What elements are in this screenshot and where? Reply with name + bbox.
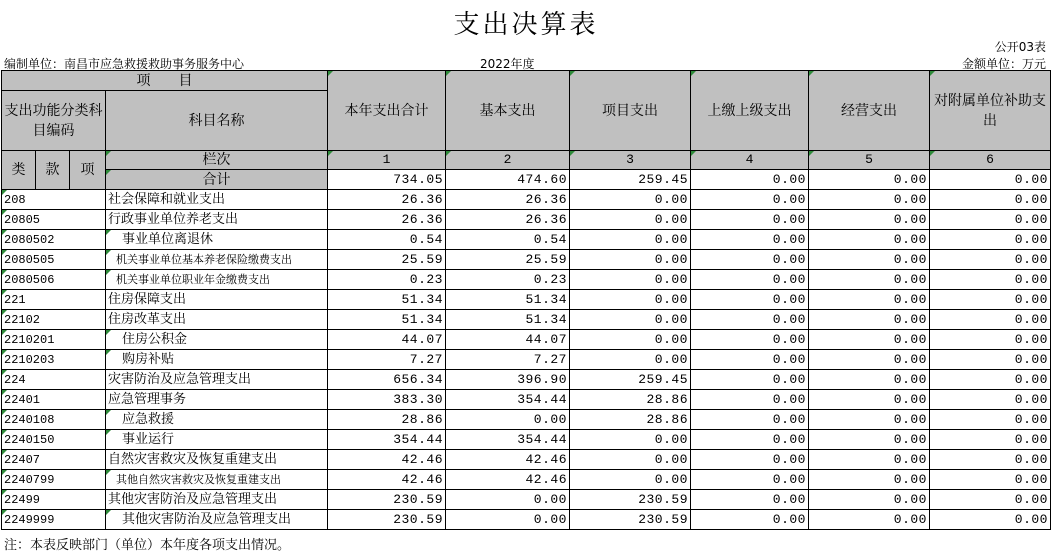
row-value: 354.44 bbox=[446, 390, 570, 410]
row-value: 0.00 bbox=[570, 310, 691, 330]
row-value: 26.36 bbox=[328, 210, 446, 230]
total-value: 0.00 bbox=[930, 170, 1051, 190]
currency-label: 金额单位：万元 bbox=[961, 57, 1046, 71]
row-value: 0.00 bbox=[930, 430, 1051, 450]
row-code: 22407 bbox=[2, 450, 106, 470]
row-value: 0.00 bbox=[809, 410, 930, 430]
row-code: 2210201 bbox=[2, 330, 106, 350]
row-value: 7.27 bbox=[446, 350, 570, 370]
row-value: 0.00 bbox=[930, 450, 1051, 470]
row-name: 行政事业单位养老支出 bbox=[106, 210, 328, 230]
row-code: 224 bbox=[2, 370, 106, 390]
row-value: 0.00 bbox=[930, 350, 1051, 370]
row-value: 28.86 bbox=[570, 390, 691, 410]
table-row bbox=[2, 370, 1051, 390]
unit-label: 编制单位：南昌市应急救援救助事务服务中心 bbox=[4, 57, 245, 71]
total-value: 734.05 bbox=[328, 170, 446, 190]
row-value: 0.00 bbox=[809, 450, 930, 470]
col-header-2: 基本支出 bbox=[446, 71, 570, 151]
row-value: 26.36 bbox=[446, 190, 570, 210]
row-value: 0.00 bbox=[930, 290, 1051, 310]
table-row bbox=[2, 490, 1051, 510]
row-value: 51.34 bbox=[328, 310, 446, 330]
col-header-1: 本年支出合计 bbox=[328, 71, 446, 151]
row-value: 0.00 bbox=[930, 410, 1051, 430]
row-name: 其他自然灾害救灾及恢复重建支出 bbox=[106, 470, 328, 490]
row-code: 2240108 bbox=[2, 410, 106, 430]
row-value: 0.00 bbox=[930, 230, 1051, 250]
table-row bbox=[2, 330, 1051, 350]
row-value: 230.59 bbox=[328, 490, 446, 510]
col-header-5: 经营支出 bbox=[809, 71, 930, 151]
row-code: 2080505 bbox=[2, 250, 106, 270]
row-value: 0.00 bbox=[691, 270, 809, 290]
xiang-header: 项 bbox=[70, 151, 106, 190]
col-header-6: 对附属单位补助支出 bbox=[930, 71, 1051, 151]
row-value: 0.00 bbox=[809, 210, 930, 230]
row-value: 51.34 bbox=[446, 310, 570, 330]
total-value: 474.60 bbox=[446, 170, 570, 190]
total-value: 0.00 bbox=[809, 170, 930, 190]
row-value: 0.00 bbox=[570, 270, 691, 290]
row-value: 354.44 bbox=[328, 430, 446, 450]
row-value: 0.00 bbox=[570, 350, 691, 370]
row-value: 230.59 bbox=[570, 510, 691, 530]
total-value: 0.00 bbox=[691, 170, 809, 190]
row-value: 44.07 bbox=[328, 330, 446, 350]
row-value: 42.46 bbox=[446, 470, 570, 490]
row-value: 0.00 bbox=[930, 390, 1051, 410]
row-value: 0.00 bbox=[809, 510, 930, 530]
row-value: 0.00 bbox=[691, 430, 809, 450]
row-value: 0.00 bbox=[809, 330, 930, 350]
row-name: 社会保障和就业支出 bbox=[106, 190, 328, 210]
row-value: 0.00 bbox=[691, 290, 809, 310]
row-name: 自然灾害救灾及恢复重建支出 bbox=[106, 450, 328, 470]
row-value: 0.00 bbox=[809, 250, 930, 270]
row-value: 0.00 bbox=[691, 230, 809, 250]
row-code: 22102 bbox=[2, 310, 106, 330]
row-value: 259.45 bbox=[570, 370, 691, 390]
row-value: 230.59 bbox=[328, 510, 446, 530]
row-value: 0.00 bbox=[809, 270, 930, 290]
table-row bbox=[2, 190, 1051, 210]
row-name: 事业运行 bbox=[106, 430, 328, 450]
col-header-4: 上缴上级支出 bbox=[691, 71, 809, 151]
col-header-3: 项目支出 bbox=[570, 71, 691, 151]
row-value: 0.00 bbox=[930, 210, 1051, 230]
row-value: 26.36 bbox=[328, 190, 446, 210]
row-value: 0.00 bbox=[570, 190, 691, 210]
func-code-header: 支出功能分类科目编码 bbox=[2, 91, 106, 151]
col-num-3: 3 bbox=[570, 151, 691, 170]
table-row bbox=[2, 410, 1051, 430]
total-label: 合计 bbox=[106, 170, 328, 190]
row-code: 22499 bbox=[2, 490, 106, 510]
row-value: 51.34 bbox=[328, 290, 446, 310]
row-value: 0.00 bbox=[809, 390, 930, 410]
table-row bbox=[2, 290, 1051, 310]
row-name: 其他灾害防治及应急管理支出 bbox=[106, 510, 328, 530]
row-value: 0.00 bbox=[930, 190, 1051, 210]
row-value: 0.00 bbox=[809, 370, 930, 390]
row-value: 0.00 bbox=[930, 310, 1051, 330]
table-row bbox=[2, 310, 1051, 330]
row-code: 2249999 bbox=[2, 510, 106, 530]
row-value: 0.00 bbox=[691, 470, 809, 490]
row-name: 机关事业单位基本养老保险缴费支出 bbox=[106, 250, 328, 270]
table-row bbox=[2, 470, 1051, 490]
row-value: 0.00 bbox=[809, 350, 930, 370]
row-value: 0.00 bbox=[570, 330, 691, 350]
row-code: 22401 bbox=[2, 390, 106, 410]
table-row bbox=[2, 390, 1051, 410]
row-value: 0.23 bbox=[446, 270, 570, 290]
row-value: 42.46 bbox=[328, 450, 446, 470]
row-value: 0.00 bbox=[691, 210, 809, 230]
row-value: 25.59 bbox=[328, 250, 446, 270]
row-value: 0.00 bbox=[691, 310, 809, 330]
row-value: 0.00 bbox=[809, 290, 930, 310]
row-value: 0.00 bbox=[691, 190, 809, 210]
total-value: 259.45 bbox=[570, 170, 691, 190]
table-row bbox=[2, 250, 1051, 270]
row-value: 26.36 bbox=[446, 210, 570, 230]
row-code: 2210203 bbox=[2, 350, 106, 370]
row-value: 7.27 bbox=[328, 350, 446, 370]
row-value: 0.54 bbox=[446, 230, 570, 250]
row-value: 230.59 bbox=[570, 490, 691, 510]
row-name: 应急管理事务 bbox=[106, 390, 328, 410]
row-code: 20805 bbox=[2, 210, 106, 230]
row-value: 0.00 bbox=[809, 470, 930, 490]
row-value: 0.00 bbox=[691, 330, 809, 350]
footnote: 注：本表反映部门（单位）本年度各项支出情况。 bbox=[4, 538, 291, 553]
row-value: 0.00 bbox=[570, 210, 691, 230]
row-value: 0.00 bbox=[809, 490, 930, 510]
row-value: 383.30 bbox=[328, 390, 446, 410]
row-name: 灾害防治及应急管理支出 bbox=[106, 370, 328, 390]
row-value: 0.23 bbox=[328, 270, 446, 290]
row-value: 0.00 bbox=[809, 230, 930, 250]
row-value: 0.00 bbox=[446, 510, 570, 530]
row-value: 0.00 bbox=[691, 350, 809, 370]
col-num-2: 2 bbox=[446, 151, 570, 170]
expenditure-table bbox=[1, 70, 1051, 530]
col-num-4: 4 bbox=[691, 151, 809, 170]
col-num-6: 6 bbox=[930, 151, 1051, 170]
table-row bbox=[2, 270, 1051, 290]
row-value: 354.44 bbox=[446, 430, 570, 450]
row-value: 51.34 bbox=[446, 290, 570, 310]
row-value: 42.46 bbox=[328, 470, 446, 490]
row-value: 0.00 bbox=[930, 490, 1051, 510]
col-num-5: 5 bbox=[809, 151, 930, 170]
row-name: 住房改革支出 bbox=[106, 310, 328, 330]
row-value: 0.00 bbox=[691, 410, 809, 430]
row-value: 0.00 bbox=[930, 510, 1051, 530]
row-name: 事业单位离退休 bbox=[106, 230, 328, 250]
table-row bbox=[2, 230, 1051, 250]
row-value: 0.00 bbox=[446, 490, 570, 510]
row-value: 656.34 bbox=[328, 370, 446, 390]
form-code: 公开03表 bbox=[994, 40, 1046, 54]
row-code: 2240799 bbox=[2, 470, 106, 490]
row-value: 0.00 bbox=[570, 450, 691, 470]
row-code: 2080506 bbox=[2, 270, 106, 290]
row-value: 0.00 bbox=[570, 230, 691, 250]
row-name: 购房补贴 bbox=[106, 350, 328, 370]
row-value: 0.00 bbox=[930, 330, 1051, 350]
row-code: 2240150 bbox=[2, 430, 106, 450]
row-value: 42.46 bbox=[446, 450, 570, 470]
row-value: 0.00 bbox=[809, 430, 930, 450]
row-value: 0.00 bbox=[809, 190, 930, 210]
row-value: 396.90 bbox=[446, 370, 570, 390]
row-value: 0.00 bbox=[809, 310, 930, 330]
table-row bbox=[2, 210, 1051, 230]
row-code: 208 bbox=[2, 190, 106, 210]
row-name: 机关事业单位职业年金缴费支出 bbox=[106, 270, 328, 290]
row-value: 0.00 bbox=[691, 510, 809, 530]
row-value: 0.00 bbox=[446, 410, 570, 430]
row-value: 28.86 bbox=[570, 410, 691, 430]
lanci-label: 栏次 bbox=[106, 151, 328, 170]
row-value: 0.00 bbox=[570, 290, 691, 310]
row-value: 0.00 bbox=[930, 250, 1051, 270]
subject-name-header: 科目名称 bbox=[106, 91, 328, 151]
table-row bbox=[2, 430, 1051, 450]
lei-header: 类 bbox=[2, 151, 36, 190]
row-value: 0.00 bbox=[570, 250, 691, 270]
col-num-1: 1 bbox=[328, 151, 446, 170]
year-label: 2022年度 bbox=[480, 57, 535, 71]
row-value: 25.59 bbox=[446, 250, 570, 270]
row-name: 住房保障支出 bbox=[106, 290, 328, 310]
row-value: 0.00 bbox=[930, 470, 1051, 490]
table-row bbox=[2, 510, 1051, 530]
row-value: 0.00 bbox=[930, 370, 1051, 390]
item-header: 项 目 bbox=[2, 71, 328, 91]
row-value: 0.00 bbox=[691, 370, 809, 390]
row-value: 0.00 bbox=[691, 390, 809, 410]
row-value: 0.00 bbox=[570, 470, 691, 490]
row-value: 44.07 bbox=[446, 330, 570, 350]
row-value: 0.54 bbox=[328, 230, 446, 250]
row-value: 0.00 bbox=[930, 270, 1051, 290]
row-code: 2080502 bbox=[2, 230, 106, 250]
row-value: 0.00 bbox=[691, 450, 809, 470]
row-name: 住房公积金 bbox=[106, 330, 328, 350]
row-code: 221 bbox=[2, 290, 106, 310]
row-value: 0.00 bbox=[691, 490, 809, 510]
table-row bbox=[2, 350, 1051, 370]
kuan-header: 款 bbox=[36, 151, 70, 190]
row-value: 28.86 bbox=[328, 410, 446, 430]
table-row bbox=[2, 450, 1051, 470]
row-name: 其他灾害防治及应急管理支出 bbox=[106, 490, 328, 510]
row-name: 应急救援 bbox=[106, 410, 328, 430]
page-title: 支出决算表 bbox=[453, 10, 599, 40]
row-value: 0.00 bbox=[570, 430, 691, 450]
row-value: 0.00 bbox=[691, 250, 809, 270]
